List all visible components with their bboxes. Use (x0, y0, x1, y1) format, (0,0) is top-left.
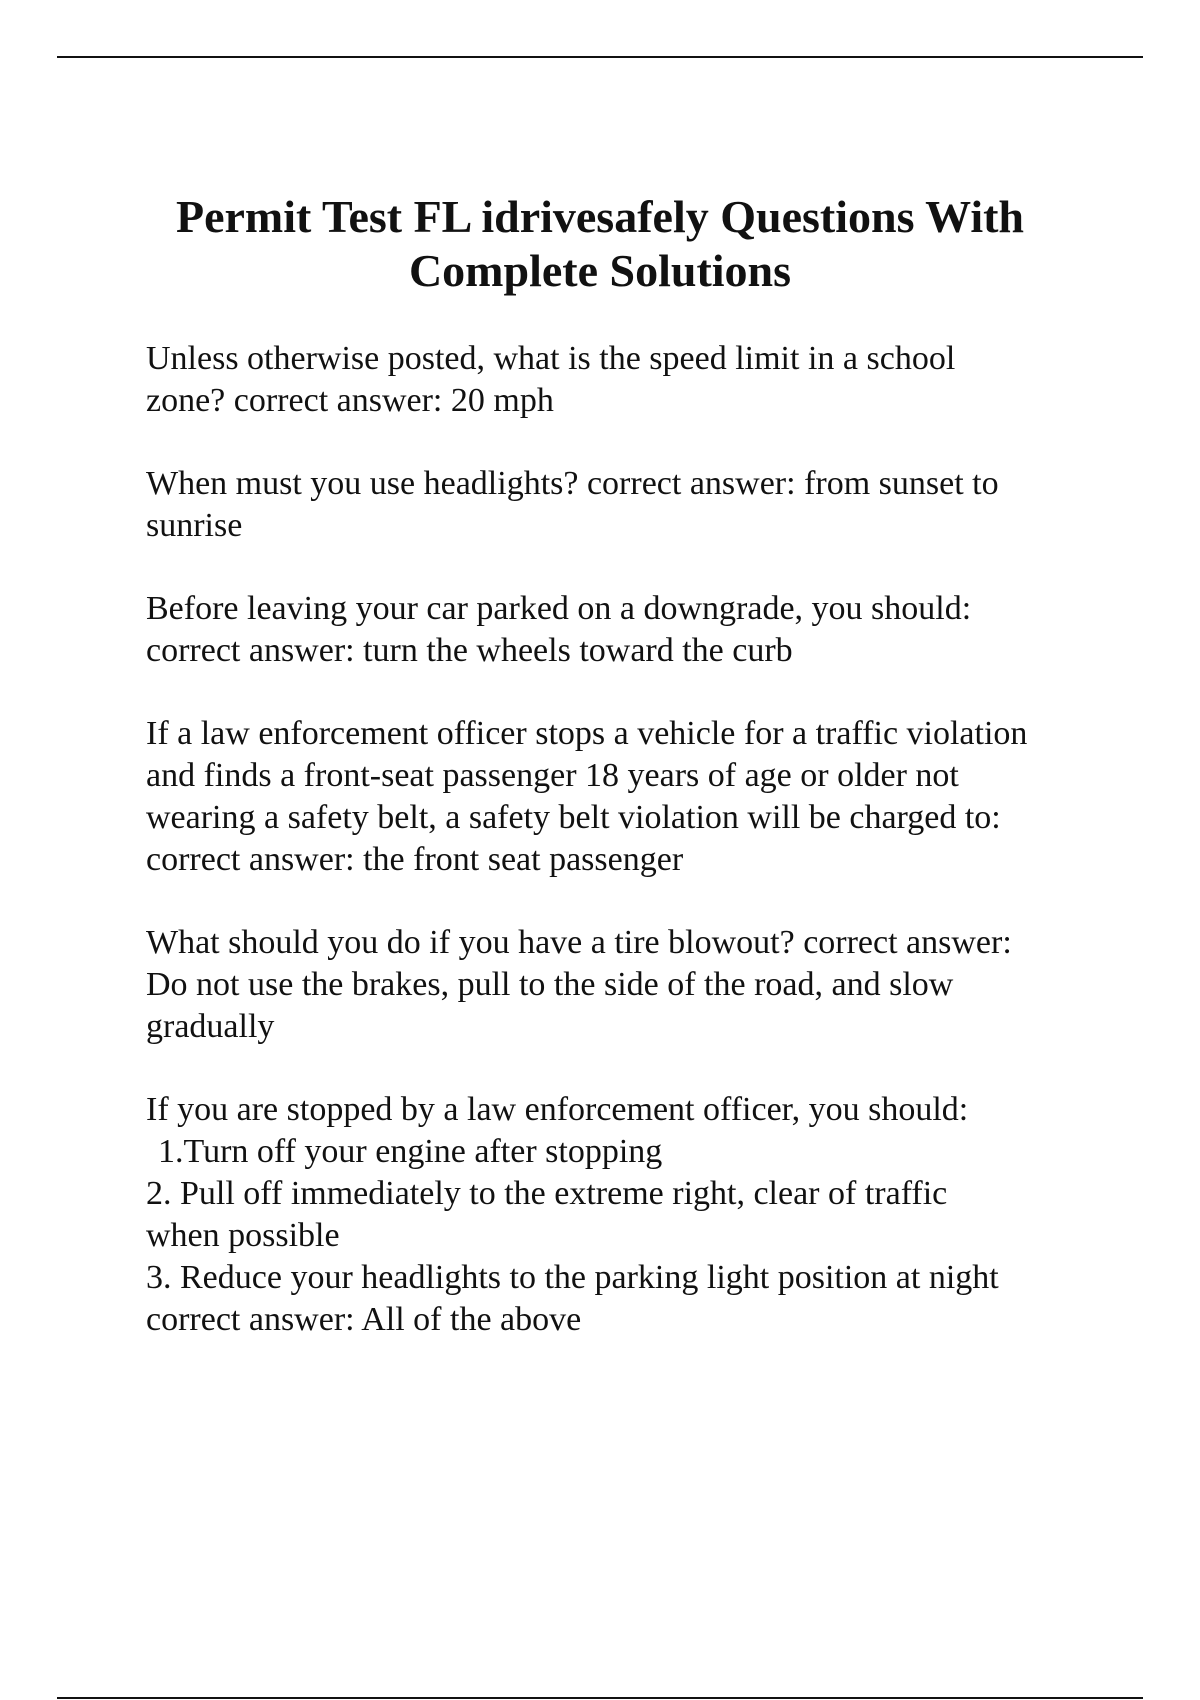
question-line: Unless otherwise posted, what is the speed limit in a school (146, 340, 956, 377)
question-item-2 (146, 463, 1146, 547)
question-item-5 (146, 922, 1146, 1048)
question-item-3 (146, 588, 1146, 672)
answer-line: gradually (146, 1008, 275, 1045)
option-line: 2. Pull off immediately to the extreme right, clear of traffic (146, 1175, 948, 1212)
answer-line: correct answer: turn the wheels toward the curb (146, 632, 793, 669)
answer-line: sunrise (146, 507, 243, 544)
title-line-2: Complete Solutions (408, 245, 792, 296)
answer-line: correct answer: All of the above (146, 1301, 582, 1338)
document-title (120, 190, 1080, 298)
question-line: wearing a safety belt, a safety belt violation will be charged to: (146, 799, 1001, 836)
answer-line: correct answer: the front seat passenger (146, 841, 684, 878)
question-item-6 (146, 1089, 1146, 1341)
option-line: 3. Reduce your headlights to the parking light position at night (146, 1259, 999, 1296)
question-item-4 (146, 713, 1146, 881)
question-line: Before leaving your car parked on a downgrade, you should: (146, 590, 972, 627)
question-line: and finds a front-seat passenger 18 years of age or older not (146, 757, 959, 794)
answer-line: Do not use the brakes, pull to the side of the road, and slow (146, 966, 954, 1003)
question-item-1 (146, 338, 1146, 422)
question-line: If you are stopped by a law enforcement officer, you should: (146, 1091, 969, 1128)
option-line: when possible (146, 1217, 340, 1254)
question-list (146, 338, 1146, 1382)
question-line: What should you do if you have a tire blowout? correct answer: (146, 924, 1012, 961)
question-line: If a law enforcement officer stops a vehicle for a traffic violation (146, 715, 1028, 752)
top-rule (57, 56, 1143, 58)
bottom-rule (57, 1697, 1143, 1699)
title-line-1: Permit Test FL idrivesafely Questions With (175, 191, 1025, 242)
answer-line: zone? correct answer: 20 mph (146, 382, 554, 419)
question-line: When must you use headlights? correct answer: from sunset to (146, 465, 999, 502)
option-line: 1.Turn off your engine after stopping (158, 1133, 663, 1170)
